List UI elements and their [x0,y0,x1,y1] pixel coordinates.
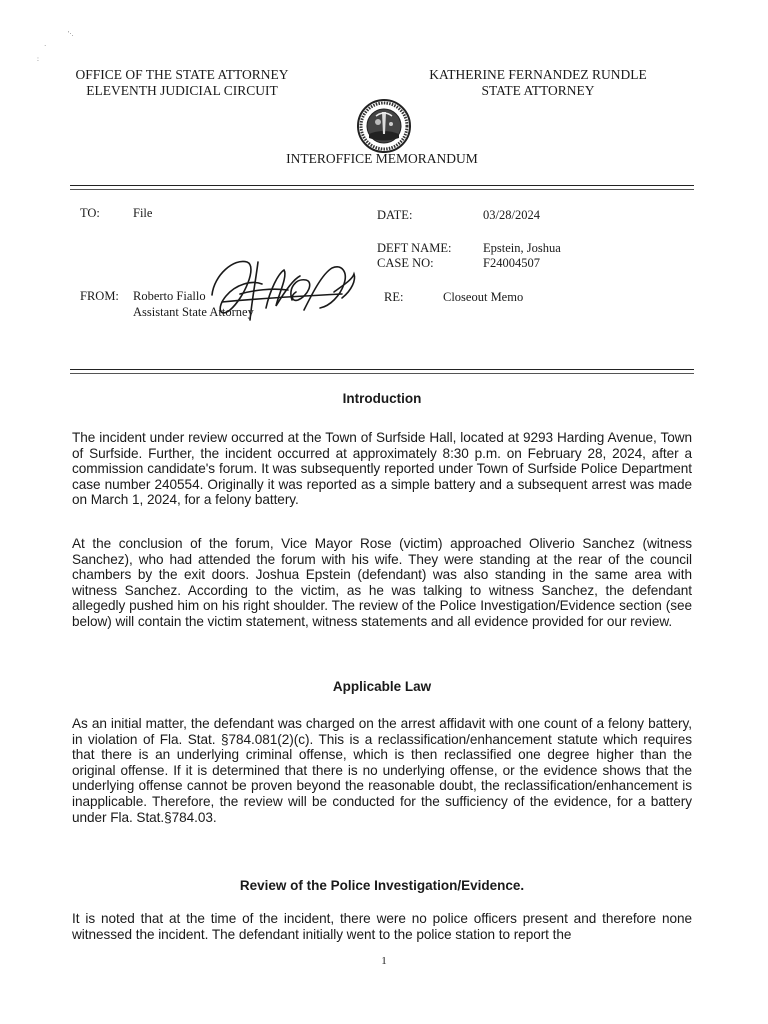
from-label: FROM: [80,289,119,303]
case-no-value: F24004507 [483,256,540,270]
divider-bottom [70,369,694,370]
office-header [64,67,300,99]
divider-bottom-thin [70,373,694,374]
office-name: OFFICE OF THE STATE ATTORNEY [75,67,289,82]
to-value: File [133,206,153,220]
memo-type: INTEROFFICE MEMORANDUM [286,151,478,166]
intro-paragraph-2: At the conclusion of the forum, Vice Mayor Rose (victim) approached Oliverio Sanchez (witness Sanchez), who had attended the forum with his wife. They were standing at the rear of the council chambers by the exit doors. Joshua Epstein (defendant) was also standing in the same area with witness Sanchez. According to the victim, as he was talking to witness Sanchez, the defendant allegedly pushed him on his right shoulder. The review of the Police Investigation/Evidence section (see below) will contain the victim statement, witness statements and all evidence provided for our review. [72,536,692,629]
attorney-name: KATHERINE FERNANDEZ RUNDLE [429,67,647,82]
date-value: 03/28/2024 [483,208,540,222]
from-name: Roberto Fiallo [133,289,206,303]
scan-speck: : [37,55,39,63]
intro-paragraph-1: The incident under review occurred at the Town of Surfside Hall, located at 9293 Harding Avenue, Town of Surfside. Further, the incident occurred at approximately 8:30 p.m. on February 28, 2024, after a commission candidate's forum. It was subsequently reported under Town of Surfside Police Department case number 240554. Originally it was reported as a simple battery and a subsequent arrest was made on March 1, 2024, for a felony battery. [72,430,692,508]
scan-speck: · [44,42,47,50]
section-heading-introduction: Introduction [342,391,422,406]
re-label: RE: [384,290,404,304]
section-heading-review: Review of the Police Investigation/Evidence. [239,878,525,893]
law-paragraph-1: As an initial matter, the defendant was charged on the arrest affidavit with one count of a felony battery, in violation of Fla. Stat. §784.081(2)(c). This is a reclassification/enhancement statute which requires that there is an underlying criminal offense, which is then reclassified one degree higher than the original offense. If it is determined that there is no underlying offense, or the evidence shows that the underlying offense cannot be proven beyond the reasonable doubt, the reclassification/enhancement is inapplicable. Therefore, the review will be conducted for the sufficiency of the evidence, for a battery under Fla. Stat.§784.03. [72,716,692,825]
page-number: 1 [381,955,387,967]
deft-name-value: Epstein, Joshua [483,241,561,255]
handwritten-signature [192,250,367,330]
re-value: Closeout Memo [443,290,524,304]
attorney-header [418,67,658,99]
circuit-name: ELEVENTH JUDICIAL CIRCUIT [86,83,278,98]
section-heading-applicable-law: Applicable Law [332,679,432,694]
scan-speck: '·. [68,30,74,38]
review-paragraph-1: It is noted that at the time of the incident, there were no police officers present and therefore none witnessed the incident. The defendant initially went to the police station to report the [72,911,692,942]
deft-name-label: DEFT NAME: [377,241,452,255]
to-label: TO: [80,206,100,220]
date-label: DATE: [377,208,413,222]
from-title: Assistant State Attorney [133,305,254,319]
state-seal-icon [356,98,412,154]
attorney-title: STATE ATTORNEY [481,83,595,98]
divider-top [70,185,694,186]
divider-top-thin [70,189,694,190]
case-no-label: CASE NO: [377,256,434,270]
